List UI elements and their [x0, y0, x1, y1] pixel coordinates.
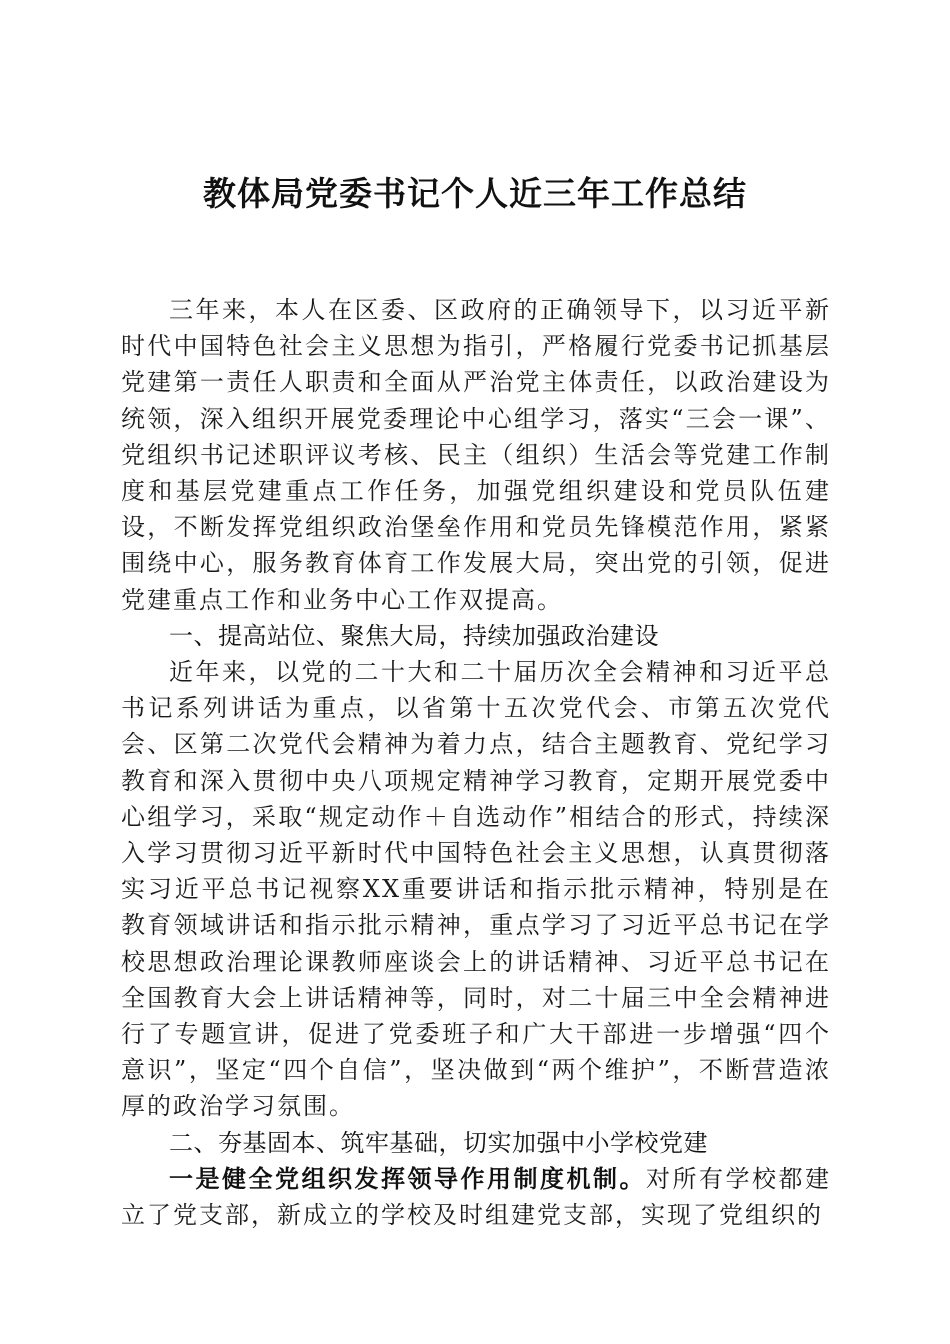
section-2-paragraph — [121, 1161, 831, 1233]
document-body — [121, 292, 831, 1233]
intro-paragraph: 三年来，本人在区委、区政府的正确领导下，以习近平新时代中国特色社会主义思想为指引，严格履行党委书记抓基层党建第一责任人职责和全面从严治党主体责任，以政治建设为统领，深入组织开展党委理论中心组学习，落实“三会一课”、党组织书记述职评议考核、民主（组织）生活会等党建工作制度和基层党建重点工作任务，加强党组织建设和党员队伍建设，不断发挥党组织政治堡垒作用和党员先锋模范作用，紧紧围绕中心，服务教育体育工作发展大局，突出党的引领，促进党建重点工作和业务中心工作双提高。 — [121, 296, 831, 614]
section-2-lead: 一是健全党组织发挥领导作用制度机制。 — [169, 1163, 646, 1193]
section-2-heading: 二、夯基固本、筑牢基础，切实加强中小学校党建 — [169, 1128, 708, 1157]
document-title: 教体局党委书记个人近三年工作总结 — [203, 174, 747, 213]
section-2-body: 对所有学校都建立了党支部，新成立的学校及时组建党支部，实现了党组织的 — [121, 1164, 831, 1230]
section-1-paragraph: 近年来，以党的二十大和二十届历次全会精神和习近平总书记系列讲话为重点，以省第十五次党代会、市第五次党代会、区第二次党代会精神为着力点，结合主题教育、党纪学习教育和深入贯彻中央八项规定精神学习教育，定期开展党委中心组学习，采取“规定动作＋自选动作”相结合的形式，持续深入学习贯彻习近平新时代中国特色社会主义思想，认真贯彻落实习近平总书记视察XX重要讲话和指示批示精神，特别是在教育领域讲话和指示批示精神，重点学习了习近平总书记在学校思想政治理论课教师座谈会上的讲话精神、习近平总书记在全国教育大会上讲话精神等，同时，对二十届三中全会精神进行了专题宣讲，促进了党委班子和广大干部进一步增强“四个意识”，坚定“四个自信”，坚决做到“两个维护”，不断营造浓厚的政治学习氛围。 — [121, 658, 831, 1121]
section-1-heading: 一、提高站位、聚焦大局，持续加强政治建设 — [169, 621, 659, 650]
